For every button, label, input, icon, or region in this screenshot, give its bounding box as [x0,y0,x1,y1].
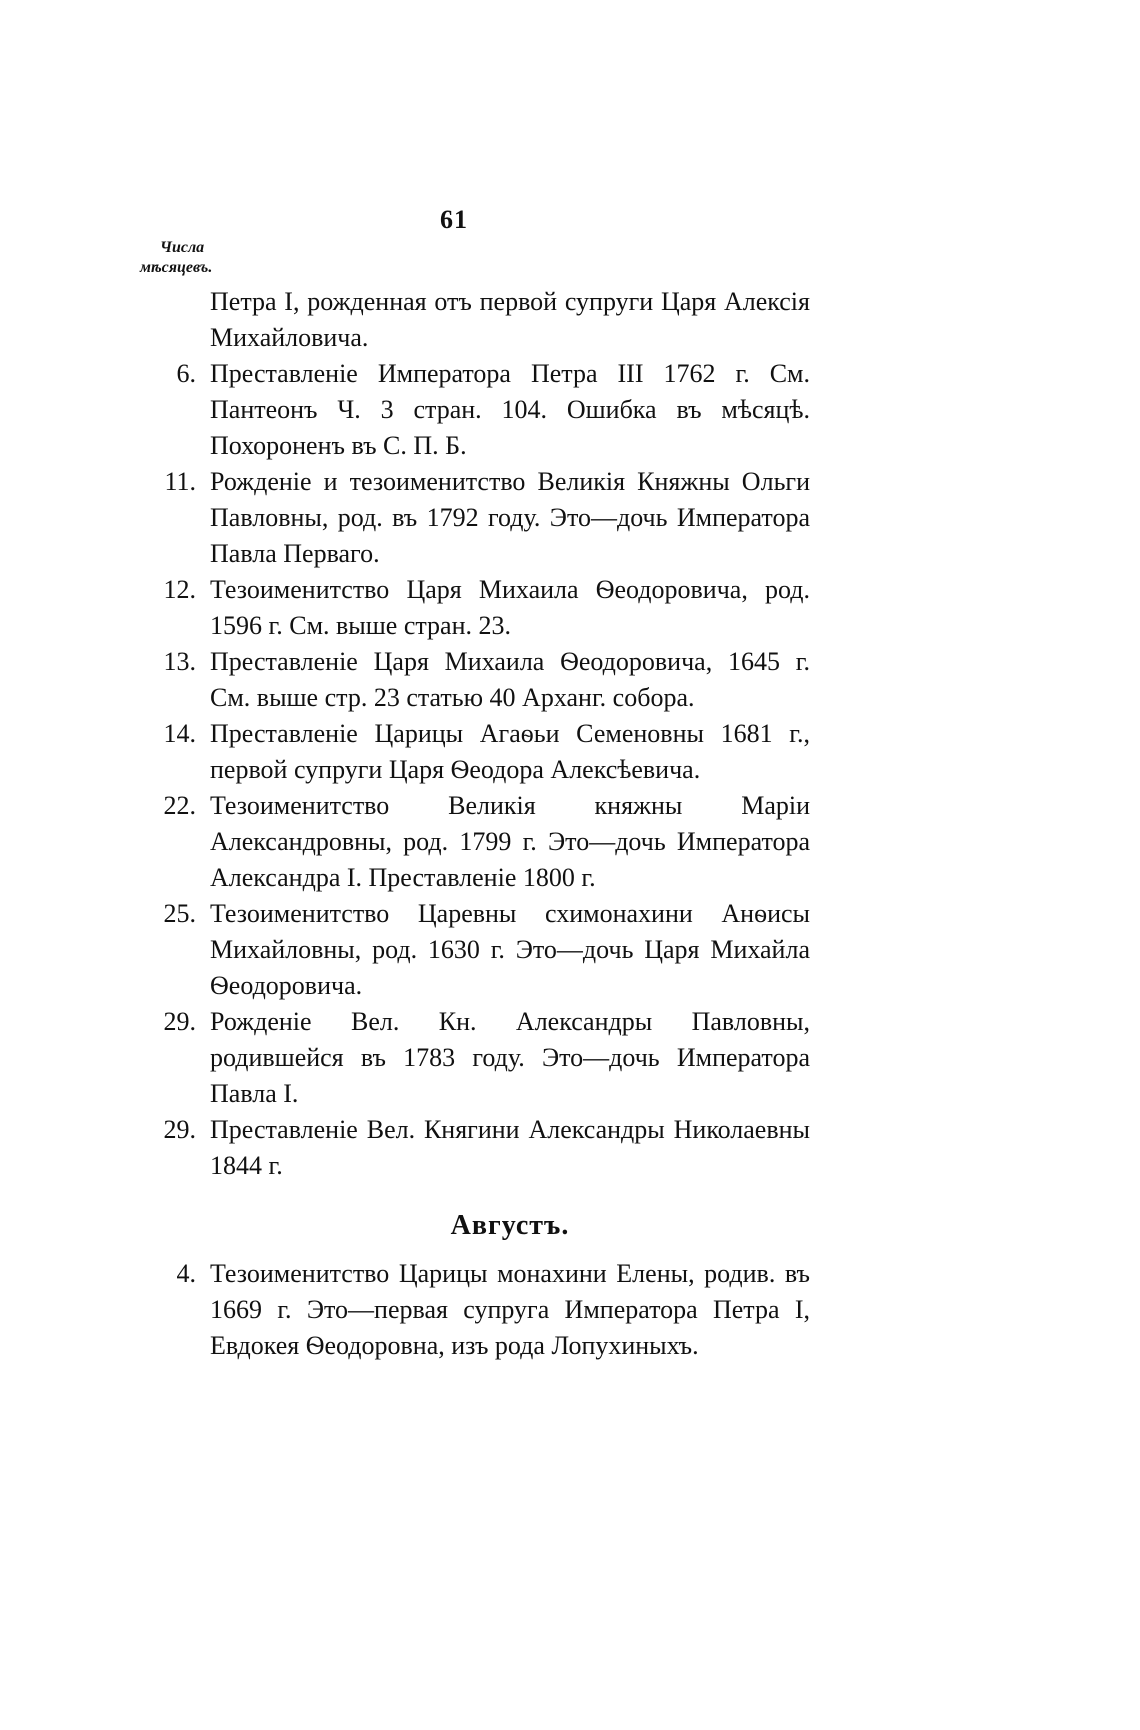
entry-day: 12. [163,575,196,604]
entry [140,356,810,464]
entry-text: Преставленіе Вел. Княгини Александры Николаевны 1844 г. [210,1115,810,1180]
entry-text: Тезоименитство Царицы монахини Елены, родив. въ 1669 г. Это—первая супруга Императора Петра I, Евдокея Ѳеодоровна, изъ рода Лопухиныхъ. [210,1259,810,1360]
entry-text: Тезоименитство Великія княжны Маріи Александровны, род. 1799 г. Это—дочь Императора Александра I. Преставленіе 1800 г. [210,791,810,892]
entry-text: Преставленіе Императора Петра III 1762 г. См. Пантеонъ Ч. 3 стран. 104. Ошибка въ мѣсяцѣ. Похороненъ въ С. П. Б. [210,359,810,460]
entry-day: 29. [163,1115,196,1144]
entry-text: Преставленіе Царицы Агаѳьи Семеновны 1681 г., первой супруги Царя Ѳеодора Алексѣевича. [210,719,810,784]
entry-text: Рожденіе и тезоименитство Великія Княжны Ольги Павловны, род. въ 1792 году. Это—дочь Императора Павла Перваго. [210,467,810,568]
entry [140,716,810,788]
entry-day: 13. [163,647,196,676]
entry-text: Тезоименитство Царевны схимонахини Анѳисы Михайловны, род. 1630 г. Это—дочь Царя Михайла Ѳеодоровича. [210,899,810,1000]
entry [140,788,810,896]
entry-day: 6. [176,359,196,388]
entry [140,1112,810,1184]
entry [140,1004,810,1112]
entry-text: Тезоименитство Царя Михаила Ѳеодоровича, род. 1596 г. См. выше стран. 23. [210,575,810,640]
entry-day: 4. [176,1259,196,1288]
entry [140,1256,810,1364]
entry-day: 29. [163,1007,196,1036]
entry [140,572,810,644]
entries-list [140,284,810,1364]
entry-text: Рожденіе Вел. Кн. Александры Павловны, родившейся въ 1783 году. Это—дочь Императора Павла I. [210,1007,810,1108]
entry-text: Петра I, рожденная отъ первой супруги Царя Алексія Михайловича. [210,287,810,352]
entry-day: 11. [164,467,196,496]
entry [140,896,810,1004]
entry [140,284,810,356]
section-title-august: Августъ. [450,1210,570,1241]
entry-text: Преставленіе Царя Михаила Ѳеодоровича, 1645 г. См. выше стр. 23 статью 40 Арханг. собора. [210,647,810,712]
entry [140,464,810,572]
entry-day: 22. [163,791,196,820]
entry-day: 25. [163,899,196,928]
margin-note-line-2: мѣсяцевъ. [140,259,213,276]
entry-day: 14. [163,719,196,748]
margin-note-line-1: Числа [160,239,205,256]
entry [140,644,810,716]
page-number: 61 [440,205,468,234]
margin-note [140,238,212,278]
